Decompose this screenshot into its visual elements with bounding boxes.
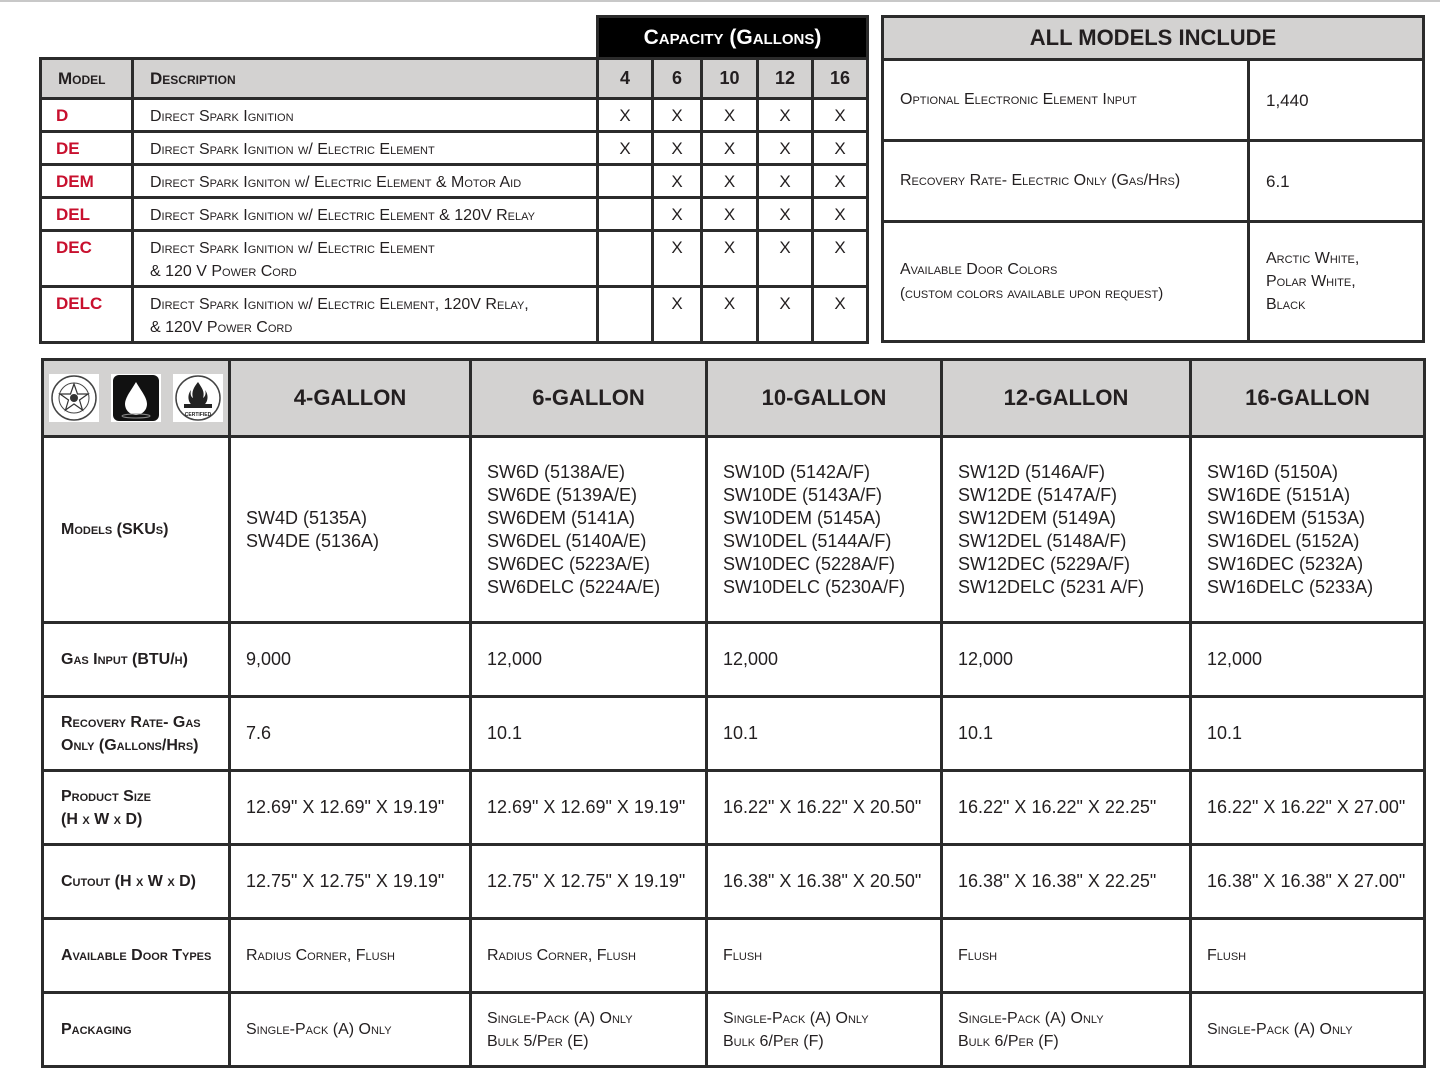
value-line: Single-Pack (A) Only: [958, 1009, 1104, 1027]
row-label: Models (SKUs): [43, 437, 230, 623]
gas-input-row: [43, 623, 1425, 697]
column-header-16-gallon: 16-GALLON: [1191, 360, 1425, 437]
spec-value: Radius Corner, Flush: [471, 919, 707, 993]
row-label: Available Door Types: [43, 919, 230, 993]
table-row: [883, 60, 1424, 141]
value-line: SW16DE (5151A): [1207, 484, 1351, 505]
model-code: DEM: [41, 165, 133, 198]
value-line: SW6DEL (5140A/E): [487, 530, 647, 551]
availability-mark: X: [813, 287, 868, 343]
spec-value: 16.22" X 16.22" X 22.25": [942, 771, 1191, 845]
model-row: [41, 287, 868, 343]
label-line: Available Door Colors: [900, 260, 1058, 278]
design-certified-star-icon: [49, 374, 99, 422]
availability-mark: X: [813, 231, 868, 287]
availability-mark: X: [598, 99, 653, 132]
spec-value: 12.69" X 12.69" X 19.19": [471, 771, 707, 845]
value-line: Arctic White,: [1266, 250, 1360, 267]
capacity-column-header: 16: [813, 59, 868, 99]
row-label: Packaging: [43, 993, 230, 1067]
availability-mark: X: [813, 132, 868, 165]
availability-mark: X: [653, 198, 702, 231]
spec-rows: [43, 437, 1425, 1067]
availability-mark: X: [702, 165, 758, 198]
table-row: [883, 222, 1424, 342]
feature-label: [883, 222, 1249, 342]
label-note: (custom colors available upon request): [900, 284, 1164, 302]
availability-mark: X: [813, 165, 868, 198]
availability-mark: X: [702, 99, 758, 132]
spec-table: [41, 358, 1426, 1068]
spec-value: 12,000: [707, 623, 942, 697]
value-line: Single-Pack (A) Only: [487, 1009, 633, 1027]
value-line: SW16DELC (5233A): [1207, 576, 1374, 597]
description-line: Direct Spark Ignition w/ Electric Element: [150, 141, 435, 158]
availability-mark: X: [653, 99, 702, 132]
description-line: Direct Spark Ignition w/ Electric Element & 120V Relay: [150, 207, 535, 224]
column-header-4-gallon: 4-GALLON: [230, 360, 471, 437]
model-description: [133, 287, 598, 343]
row-label-line: Only (Gallons/Hrs): [61, 736, 199, 754]
value-line: SW12DEM (5149A): [958, 507, 1117, 528]
spec-value: [707, 437, 942, 623]
availability-mark: X: [758, 99, 813, 132]
spec-value: 12.69" X 12.69" X 19.19": [230, 771, 471, 845]
description-line: & 120 V Power Cord: [150, 263, 297, 280]
value-line: SW10DE (5143A/F): [723, 484, 883, 505]
value-line: SW16DEM (5153A): [1207, 507, 1366, 528]
spec-value: [230, 437, 471, 623]
value-line: SW10DEL (5144A/F): [723, 530, 892, 551]
capacity-column-header: 12: [758, 59, 813, 99]
value-line: SW6DEC (5223A/E): [487, 553, 651, 574]
value-line: Single-Pack (A) Only: [1207, 1021, 1353, 1038]
row-label: Gas Input (BTU/h): [43, 623, 230, 697]
availability-mark: X: [653, 287, 702, 343]
value-line: SW12D (5146A/F): [958, 461, 1106, 482]
all-models-include-table: [881, 15, 1425, 343]
availability-mark: [598, 287, 653, 343]
door-types-row: [43, 919, 1425, 993]
value-line: SW10D (5142A/F): [723, 461, 871, 482]
value-line: SW12DELC (5231 A/F): [958, 576, 1145, 597]
model-code: DEC: [41, 231, 133, 287]
value-line: SW12DEL (5148A/F): [958, 530, 1127, 551]
model-description: [133, 132, 598, 165]
row-label-line: Product Size: [61, 787, 151, 805]
capacity-column-header: 4: [598, 59, 653, 99]
model-code: DELC: [41, 287, 133, 343]
value-line: Single-Pack (A) Only: [723, 1009, 869, 1027]
spec-value: [1191, 437, 1425, 623]
spec-value: 10.1: [707, 697, 942, 771]
value-line: Polar White,: [1266, 273, 1356, 290]
availability-mark: X: [702, 287, 758, 343]
value-line: SW4DE (5136A): [246, 530, 380, 551]
spec-value: [942, 437, 1191, 623]
availability-mark: X: [813, 99, 868, 132]
certified-flame-icon: [173, 374, 223, 422]
availability-mark: X: [758, 231, 813, 287]
availability-mark: X: [702, 132, 758, 165]
model-description: [133, 198, 598, 231]
model-column-header: Model: [41, 59, 133, 99]
value-line: 6.1: [1266, 171, 1290, 191]
value-line: SW16D (5150A): [1207, 461, 1339, 482]
model-code: DEL: [41, 198, 133, 231]
row-label: Cutout (H x W x D): [43, 845, 230, 919]
table-row: [883, 141, 1424, 222]
availability-mark: [598, 165, 653, 198]
spec-value: [942, 993, 1191, 1067]
spec-value: 16.38" X 16.38" X 27.00": [1191, 845, 1425, 919]
availability-mark: X: [702, 231, 758, 287]
feature-value: [1249, 60, 1424, 141]
column-header-12-gallon: 12-GALLON: [942, 360, 1191, 437]
model-row: [41, 231, 868, 287]
spec-value: 16.38" X 16.38" X 22.25": [942, 845, 1191, 919]
capacity-column-header: 10: [702, 59, 758, 99]
value-line: SW6D (5138A/E): [487, 461, 626, 482]
availability-mark: [598, 198, 653, 231]
model-row: [41, 132, 868, 165]
spec-value: Radius Corner, Flush: [230, 919, 471, 993]
spec-value: [230, 993, 471, 1067]
top-divider: [0, 0, 1440, 2]
model-description: [133, 231, 598, 287]
spec-value: 16.22" X 16.22" X 20.50": [707, 771, 942, 845]
spec-value: 12,000: [942, 623, 1191, 697]
label-line: Recovery Rate- Electric Only (Gas/Hrs): [900, 172, 1181, 189]
availability-mark: X: [758, 132, 813, 165]
certification-logos: [43, 360, 230, 437]
description-line: Direct Spark Ignition w/ Electric Element, 120V Relay,: [150, 296, 529, 313]
column-header-10-gallon: 10-GALLON: [707, 360, 942, 437]
availability-mark: X: [653, 132, 702, 165]
value-line: SW4D (5135A): [246, 507, 368, 528]
all-models-title: ALL MODELS INCLUDE: [883, 17, 1424, 60]
model-row: [41, 198, 868, 231]
availability-mark: X: [653, 165, 702, 198]
spec-value: 12.75" X 12.75" X 19.19": [230, 845, 471, 919]
capacity-column-header: 6: [653, 59, 702, 99]
feature-value: [1249, 222, 1424, 342]
description-line: Direct Spark Igniton w/ Electric Element & Motor Aid: [150, 174, 522, 191]
model-code: DE: [41, 132, 133, 165]
product-size-row: [43, 771, 1425, 845]
column-header-6-gallon: 6-GALLON: [471, 360, 707, 437]
models-row: [43, 437, 1425, 623]
value-line: SW6DE (5139A/E): [487, 484, 638, 505]
spec-value: [707, 993, 942, 1067]
recovery-rate-row: [43, 697, 1425, 771]
value-line: Single-Pack (A) Only: [246, 1021, 392, 1038]
row-label: [43, 771, 230, 845]
cutout-row: [43, 845, 1425, 919]
availability-mark: X: [813, 198, 868, 231]
row-label: [43, 697, 230, 771]
spec-value: Flush: [942, 919, 1191, 993]
value-line: SW6DEM (5141A): [487, 507, 636, 528]
value-line: Bulk 6/Per (F): [958, 1032, 1059, 1050]
spec-value: 16.22" X 16.22" X 27.00": [1191, 771, 1425, 845]
water-drop-icon: [111, 374, 161, 422]
model-row: [41, 99, 868, 132]
packaging-row: [43, 993, 1425, 1067]
model-rows: [41, 99, 868, 343]
spec-value: 10.1: [471, 697, 707, 771]
spec-value: 16.38" X 16.38" X 20.50": [707, 845, 942, 919]
value-line: Black: [1266, 296, 1306, 313]
availability-mark: X: [758, 165, 813, 198]
availability-mark: X: [758, 287, 813, 343]
feature-label: [883, 60, 1249, 141]
spec-value: 12.75" X 12.75" X 19.19": [471, 845, 707, 919]
description-line: Direct Spark Ignition w/ Electric Element: [150, 240, 435, 257]
spec-value: [1191, 993, 1425, 1067]
feature-label: [883, 141, 1249, 222]
value-line: SW6DELC (5224A/E): [487, 576, 661, 597]
feature-value: [1249, 141, 1424, 222]
value-line: SW10DELC (5230A/F): [723, 576, 906, 597]
value-line: SW12DEC (5229A/F): [958, 553, 1131, 574]
spec-value: [471, 437, 707, 623]
value-line: SW10DEM (5145A): [723, 507, 882, 528]
value-line: SW12DE (5147A/F): [958, 484, 1118, 505]
description-line: Direct Spark Ignition: [150, 108, 294, 125]
spacer: [41, 17, 598, 59]
spec-value: 10.1: [1191, 697, 1425, 771]
spec-value: 9,000: [230, 623, 471, 697]
description-column-header: Description: [133, 59, 598, 99]
label-line: Optional Electronic Element Input: [900, 91, 1137, 108]
model-row: [41, 165, 868, 198]
value-line: SW10DEC (5228A/F): [723, 553, 896, 574]
model-description: [133, 99, 598, 132]
value-line: 1,440: [1266, 90, 1309, 110]
spec-value: 12,000: [1191, 623, 1425, 697]
svg-text:CERTIFIED: CERTIFIED: [184, 412, 212, 418]
availability-mark: X: [653, 231, 702, 287]
spec-value: [471, 993, 707, 1067]
row-label-line: Recovery Rate- Gas: [61, 713, 201, 731]
availability-mark: X: [598, 132, 653, 165]
spec-value: 12,000: [471, 623, 707, 697]
availability-mark: [598, 231, 653, 287]
model-options-table: [39, 15, 869, 344]
spec-value: Flush: [707, 919, 942, 993]
value-line: Bulk 6/Per (F): [723, 1032, 824, 1050]
availability-mark: X: [702, 198, 758, 231]
description-line: & 120V Power Cord: [150, 319, 293, 336]
model-code: D: [41, 99, 133, 132]
value-line: SW16DEC (5232A): [1207, 553, 1364, 574]
value-line: Bulk 5/Per (E): [487, 1032, 589, 1050]
capacity-header: Capacity (Gallons): [598, 17, 868, 59]
model-description: [133, 165, 598, 198]
row-label-line: (H x W x D): [61, 810, 143, 828]
spec-value: 10.1: [942, 697, 1191, 771]
availability-mark: X: [758, 198, 813, 231]
spec-value: Flush: [1191, 919, 1425, 993]
spec-value: 7.6: [230, 697, 471, 771]
value-line: SW16DEL (5152A): [1207, 530, 1360, 551]
